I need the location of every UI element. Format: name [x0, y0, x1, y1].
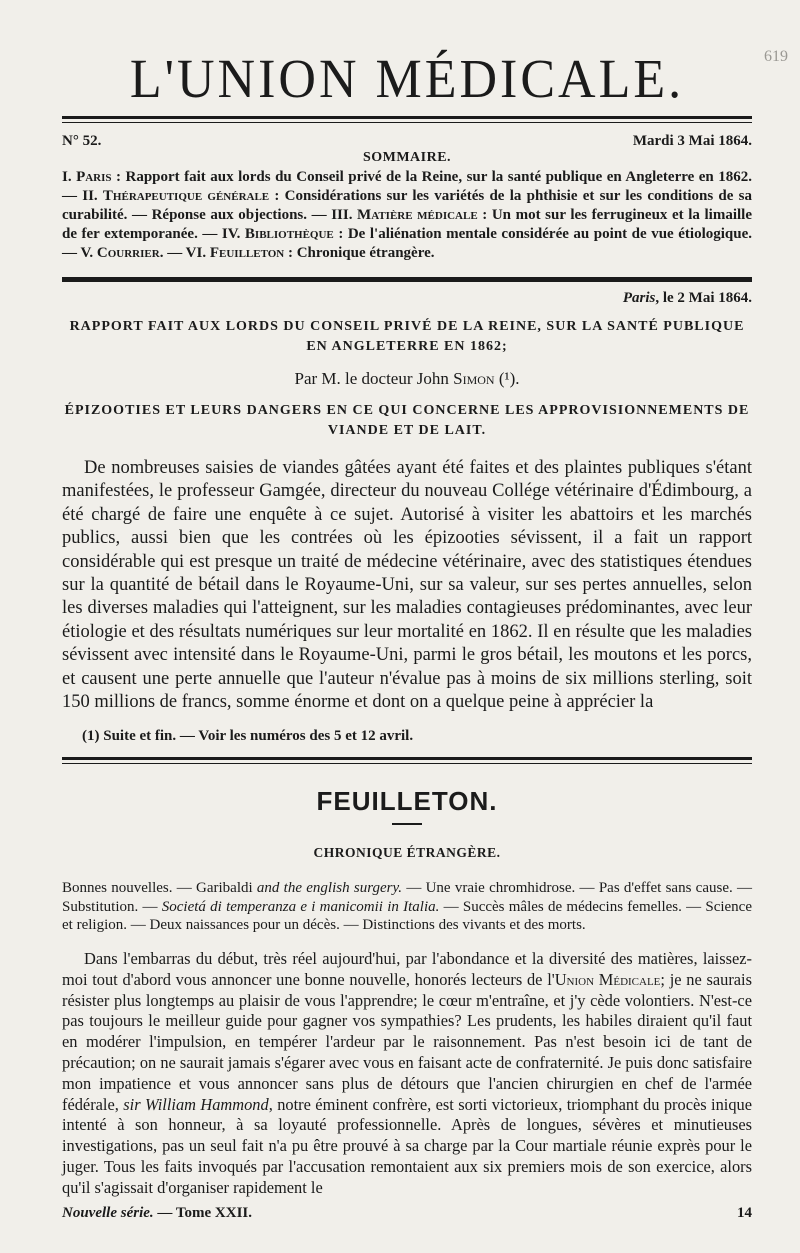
feuilleton-summary: Bonnes nouvelles. — Garibaldi and the english surgery. — Une vraie chromhidrose. — Pas d'effet sans cause. — Substitution. — Societá di temperanza e i manicomii in Italia. — Succès mâles de médecins femelles. — Science et religion. — Deux naissances pour un décès. — Distinctions des vivants et des morts.: [62, 880, 752, 934]
issue-number: N° 52.: [62, 133, 102, 149]
bleed-through-page-number: 619: [764, 48, 788, 65]
article-author: Par M. le docteur John Simon (¹).: [294, 369, 520, 388]
issue-date: Mardi 3 Mai 1864.: [632, 133, 752, 149]
feuilleton-short-rule: [392, 823, 422, 825]
footer-page-number: 14: [737, 1204, 752, 1221]
newspaper-page: [62, 0, 752, 1222]
masthead: L'UNION MÉDICALE.: [129, 49, 685, 110]
feuilleton-rule: [62, 757, 752, 764]
footer-series: Nouvelle série. — Tome XXII.: [62, 1204, 252, 1221]
summary-text: I. Paris : Rapport fait aux lords du Conseil privé de la Reine, sur la santé publique en Angleterre en 1862. — II. Thérapeutique générale : Considérations sur les variétés de la phthisie et sur les conditions de sa curabilité. — Réponse aux objections. — III. Matière médicale : Un mot sur les ferrugineux et la limaille de fer extemporanée. — IV. Bibliothèque : De l'aliénation mentale considérée au point de vue étiologique. — V. Courrier. — VI. Feuilleton : Chronique étrangère.: [62, 169, 752, 261]
issue-info: [62, 133, 752, 150]
page-footer: [62, 1205, 752, 1222]
chronique-heading: CHRONIQUE ÉTRANGÈRE.: [313, 845, 501, 861]
feuilleton-title: FEUILLETON.: [316, 786, 498, 817]
article-subtitle: ÉPIZOOTIES ET LEURS DANGERS EN CE QUI CONCERNE LES APPROVISIONNEMENTS DE VIANDE ET DE LAIT.: [64, 403, 750, 438]
summary-divider: [62, 277, 752, 282]
article-footnote: (1) Suite et fin. — Voir les numéros des 5 et 12 avril.: [82, 728, 414, 745]
dateline: Paris, le 2 Mai 1864.: [622, 290, 752, 306]
article-title: RAPPORT FAIT AUX LORDS DU CONSEIL PRIVÉ DE LA REINE, SUR LA SANTÉ PUBLIQUE EN ANGLETERRE EN 1862;: [69, 319, 745, 354]
masthead-rule: [62, 116, 752, 123]
summary-heading: SOMMAIRE.: [362, 150, 452, 165]
feuilleton-body: Dans l'embarras du début, très réel aujourd'hui, par l'abondance et la diversité des matières, laissez-moi tout d'abord vous annoncer une bonne nouvelle, honorés lecteurs de l'Union Médicale; je ne saurais résister plus longtemps au plaisir de vous l'apprendre; le cœur m'entraîne, et j'y cède volontiers. N'est-ce pas toujours le meilleur guide pour gagner vos sympathies? Les prudents, les habiles diraient qu'il faut en modérer l'impulsion, en tempérer l'ardeur par le raisonnement. Pas n'est besoin ici de tant de précaution; on ne saurait jamais s'égarer avec vous en faisant acte de confraternité. Je puis donc satisfaire mon impatience et vous annoncer sans plus de détours que l'ancien chirurgien en chef de l'armée fédérale, sir William Hammond, notre éminent confrère, est sorti victorieux, triomphant du procès inique intenté à son honneur, à sa loyauté professionnelle. Après de longues, sévères et minutieuses investigations, pas un seul fait n'a pu être prouvé à sa charge par la Cour martiale réunie exprès pour le juger. Tous les faits invoqués par l'accusation remontaient aux six premiers mois de son exercice, alors qu'il s'agissait d'organiser rapidement le: [62, 948, 752, 1197]
article-body: De nombreuses saisies de viandes gâtées ayant été faites et des plaintes publiques s'étant manifestées, le professeur Gamgée, directeur du nouveau Collége vétérinaire d'Édimbourg, a été chargé de faire une enquête à ce sujet. Autorisé à visiter les abattoirs et les marchés publics, aussi bien que les contrées où les épizooties sévissent, il a fait un rapport considérable qui est presque un traité de médecine vétérinaire, avec des statistiques étendues sur la quantité de bétail dans le Royaume-Uni, sur sa valeur, sur ses pertes annuelles, selon les diverses maladies qui l'atteignent, sur les maladies contagieuses prédominantes, avec leur étiologie et des résultats numériques sur leur mortalité en 1862. Il en résulte que les maladies sévissent avec intensité dans le Royaume-Uni, parmi le gros bétail, les moutons et les porcs, et causent une perte annuelle que l'auteur n'évalue pas à moins de six millions sterling, soit 150 millions de francs, somme énorme et dont on a quelque peine à apprécier la: [62, 458, 752, 713]
